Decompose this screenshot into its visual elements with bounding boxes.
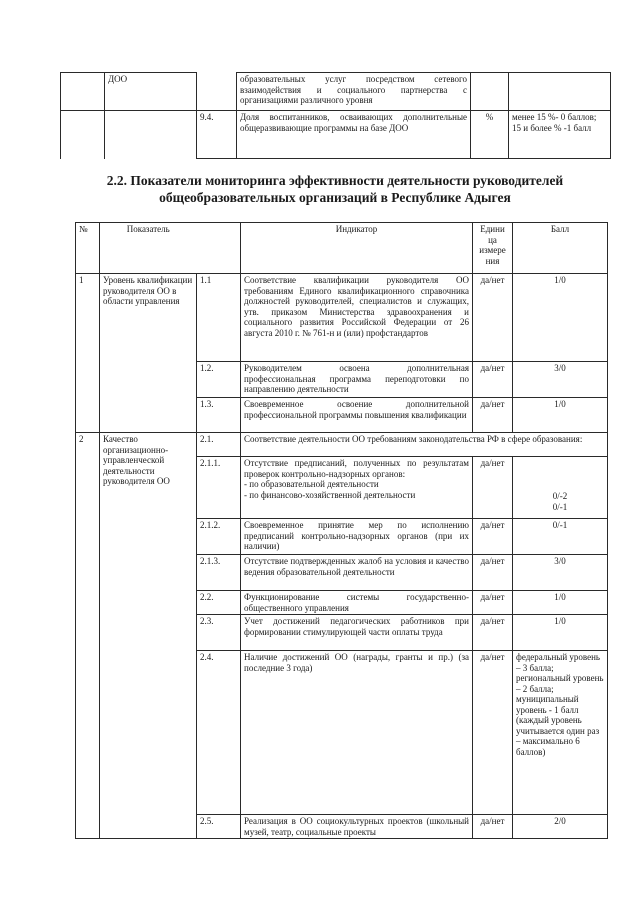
cell-indicator: Наличие достижений ОО (награды, гранты и пр.) (за последние 3 года) [241, 651, 473, 815]
cell-score [513, 457, 608, 519]
section-heading-line1: 2.2. Показатели мониторинга эффективности деятельности руководителей [106, 173, 564, 188]
cell-indicator [241, 457, 473, 519]
cell-score: 2/0 [513, 815, 608, 839]
cell-score: федеральный уровень – 3 балла; региональный уровень – 2 балла; муниципальный уровень - 1 балл (каждый уровень учитывается один раз – максимально 6 баллов) [513, 651, 608, 815]
header-indicator: Индикатор [241, 223, 473, 274]
header-num [197, 223, 241, 274]
cell-unit: да/нет [473, 615, 513, 651]
section-heading-line2: общеобразовательных организаций в Республике Адыгея [159, 190, 511, 205]
top-cell-col1 [61, 73, 105, 111]
top-table [60, 72, 611, 159]
cell-indicator: Функционирование системы государственно-общественного управления [241, 591, 473, 615]
top-cell-score [509, 73, 611, 111]
cell-num: 2.1.3. [197, 555, 241, 591]
spacer [516, 480, 604, 491]
cell-indicator: Соответствие деятельности ОО требованиям законодательства РФ в сфере образования: [241, 433, 608, 457]
cell-unit: да/нет [473, 555, 513, 591]
spacer [516, 469, 604, 480]
cell-score: 1/0 [513, 591, 608, 615]
cell-num: 2.1.1. [197, 457, 241, 519]
cell-num: 1.2. [197, 362, 241, 398]
cell-score: 3/0 [513, 555, 608, 591]
header-no: № [76, 223, 100, 274]
top-cell-name: ДОО [105, 73, 197, 111]
cell-num: 2.1.2. [197, 519, 241, 555]
cell-score: 0/-1 [513, 519, 608, 555]
cell-score-educational: 0/-2 [552, 491, 568, 501]
cell-indicator: Своевременное освоение дополнительной профессиональной программы повышения квалификации [241, 398, 473, 433]
cell-indicator-name: Качество организационно-управленческой деятельности руководителя ОО [100, 433, 197, 839]
cell-num: 1.3. [197, 398, 241, 433]
cell-indicator: Учет достижений педагогических работников при формировании стимулирующей части оплаты труда [241, 615, 473, 651]
top-cell-score: менее 15 %- 0 баллов; 15 и более % -1 балл [509, 111, 611, 159]
cell-score: 1/0 [513, 274, 608, 362]
table-row [76, 274, 608, 362]
header-score: Балл [513, 223, 608, 274]
cell-score: 3/0 [513, 362, 608, 398]
cell-score-financial: 0/-1 [552, 501, 568, 512]
spacer [516, 458, 604, 469]
cell-indicator-sub-financial: - по финансово-хозяйственной деятельности [244, 489, 416, 500]
top-cell-num [197, 73, 237, 111]
cell-no: 2 [76, 433, 100, 839]
main-table [75, 222, 608, 839]
cell-indicator: Отсутствие подтвержденных жалоб на условия и качество ведения образовательной деятельности [241, 555, 473, 591]
header-unit: Едини ца измере ния [473, 223, 513, 274]
cell-num: 1.1 [197, 274, 241, 362]
top-cell-indicator: образовательных услуг посредством сетевого взаимодействия и социального партнерства с организациями различного уровня [237, 73, 471, 111]
top-cell-num: 9.4. [197, 111, 237, 159]
cell-unit: да/нет [473, 519, 513, 555]
cell-score: 1/0 [513, 615, 608, 651]
cell-indicator-name: Уровень квалификации руководителя ОО в области управления [100, 274, 197, 433]
cell-score: 1/0 [513, 398, 608, 433]
cell-indicator: Руководителем освоена дополнительная профессиональная программа переподготовки по направлению деятельности [241, 362, 473, 398]
cell-num: 2.3. [197, 615, 241, 651]
cell-num: 2.1. [197, 433, 241, 457]
cell-unit: да/нет [473, 815, 513, 839]
cell-indicator: Реализация в ОО социокультурных проектов (школьный музей, театр, социальные проекты [241, 815, 473, 839]
table-row [61, 73, 611, 111]
cell-num: 2.4. [197, 651, 241, 815]
cell-num: 2.5. [197, 815, 241, 839]
cell-unit: да/нет [473, 398, 513, 433]
table-row [76, 433, 608, 457]
cell-indicator-sub-educational: - по образовательной деятельности [244, 479, 379, 489]
cell-no: 1 [76, 274, 100, 433]
section-heading [75, 172, 595, 206]
cell-unit: да/нет [473, 457, 513, 519]
cell-num: 2.2. [197, 591, 241, 615]
top-cell-unit: % [471, 111, 509, 159]
cell-indicator: Своевременное принятие мер по исполнению предписаний контрольно-надзорных органов (при их наличии) [241, 519, 473, 555]
top-cell-indicator: Доля воспитанников, осваивающих дополнительные общеразвивающие программы на базе ДОО [237, 111, 471, 159]
table-header-row [76, 223, 608, 274]
top-cell-unit [471, 73, 509, 111]
cell-unit: да/нет [473, 362, 513, 398]
cell-indicator: Соответствие квалификации руководителя ОО требованиям Единого квалификационного справочника должностей руководителей, специалистов и служащих, утв. приказом Министерства здравоохранения и социального развития Российской Федерации от 26 августа 2010 г. № 761-н и (или) профстандартов [241, 274, 473, 362]
cell-indicator-main: Отсутствие предписаний, полученных по результатам проверок контрольно-надзорных органов: [244, 458, 469, 479]
cell-unit: да/нет [473, 591, 513, 615]
cell-unit: да/нет [473, 651, 513, 815]
top-cell-col1 [61, 111, 105, 159]
table-row [61, 111, 611, 159]
header-indicator-name: Показатель [100, 223, 197, 274]
cell-unit: да/нет [473, 274, 513, 362]
top-cell-name [105, 111, 197, 159]
